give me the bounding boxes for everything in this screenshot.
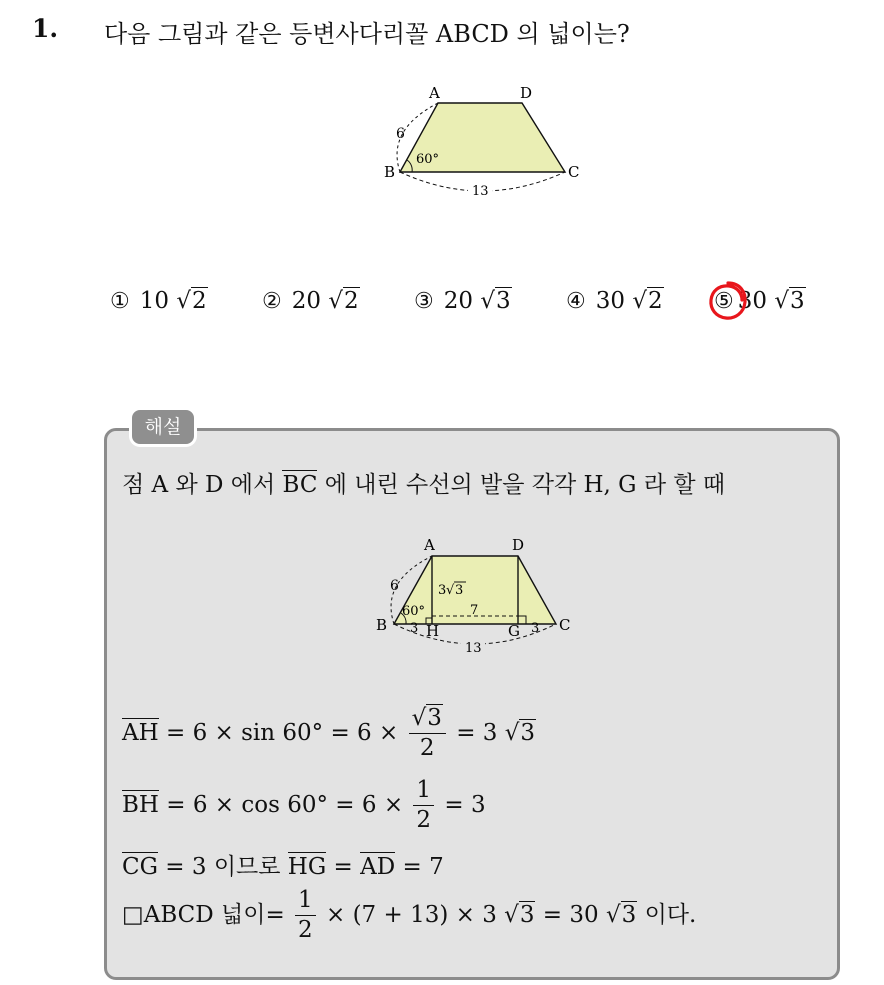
solution-tag: 해설 [129, 407, 197, 447]
red-circle-annotation-icon [707, 280, 749, 322]
choice-1[interactable]: ① 10 √2 [110, 288, 207, 314]
vertex-c-label: C [568, 163, 580, 181]
vertex-c-label-2: C [559, 616, 571, 634]
base-length-label: 13 [472, 184, 489, 199]
answer-choices [110, 288, 830, 328]
vertex-a-label: A [429, 84, 440, 102]
hg-length-label: 7 [470, 603, 479, 618]
vertex-d-label-2: D [512, 536, 525, 554]
choice-4[interactable]: ④ 30 √2 [566, 288, 663, 314]
selected-answer-mark: ⑤ [714, 288, 738, 314]
equation-cg: CG = 3 이므로 HG = AD = 7 [122, 854, 444, 880]
angle-label: 60° [416, 152, 440, 167]
gc-length-label: 3 [531, 621, 540, 636]
vertex-d-label: D [520, 84, 533, 102]
trapezoid-figure [372, 80, 592, 200]
svg-text:√: √ [446, 583, 455, 598]
base-length-label-2: 13 [465, 641, 482, 656]
svg-text:3: 3 [455, 583, 464, 598]
height-label [438, 582, 466, 598]
equation-area: □ABCD 넓이= $\frac{1}{2}$ × (7 + 13) × 3 √3 = 30 √3 이다. [122, 887, 697, 944]
side-length-label-2: 6 [390, 578, 399, 594]
choice-5[interactable]: ⑤ 30 √3 [714, 288, 806, 314]
side-length-label: 6 [396, 126, 405, 142]
svg-text:3: 3 [438, 583, 447, 598]
angle-label-2: 60° [402, 604, 426, 619]
vertex-b-label-2: B [376, 616, 388, 634]
question-text: 다음 그림과 같은 등변사다리꼴 ABCD 의 넓이는? [104, 20, 630, 48]
solution-figure [366, 532, 586, 658]
bh-length-label: 3 [410, 621, 419, 636]
vertex-h-label: H [426, 622, 440, 640]
choice-2[interactable]: ② 20 √2 [262, 288, 359, 314]
equation-ah: AH = 6 × sin 60° = 6 × $\frac{√3}{2}$ = 3 √3 [122, 705, 536, 762]
question-number: 1. [32, 14, 59, 43]
vertex-b-label: B [384, 163, 396, 181]
equation-bh: BH = 6 × cos 60° = 6 × $\frac{1}{2}$ = 3 [122, 777, 486, 834]
vertex-a-label-2: A [424, 536, 435, 554]
vertex-g-label: G [508, 622, 520, 640]
solution-intro: 점 A 와 D 에서 BC 에 내린 수선의 발을 각각 H, G 라 할 때 [122, 472, 726, 498]
choice-3[interactable]: ③ 20 √3 [414, 288, 511, 314]
